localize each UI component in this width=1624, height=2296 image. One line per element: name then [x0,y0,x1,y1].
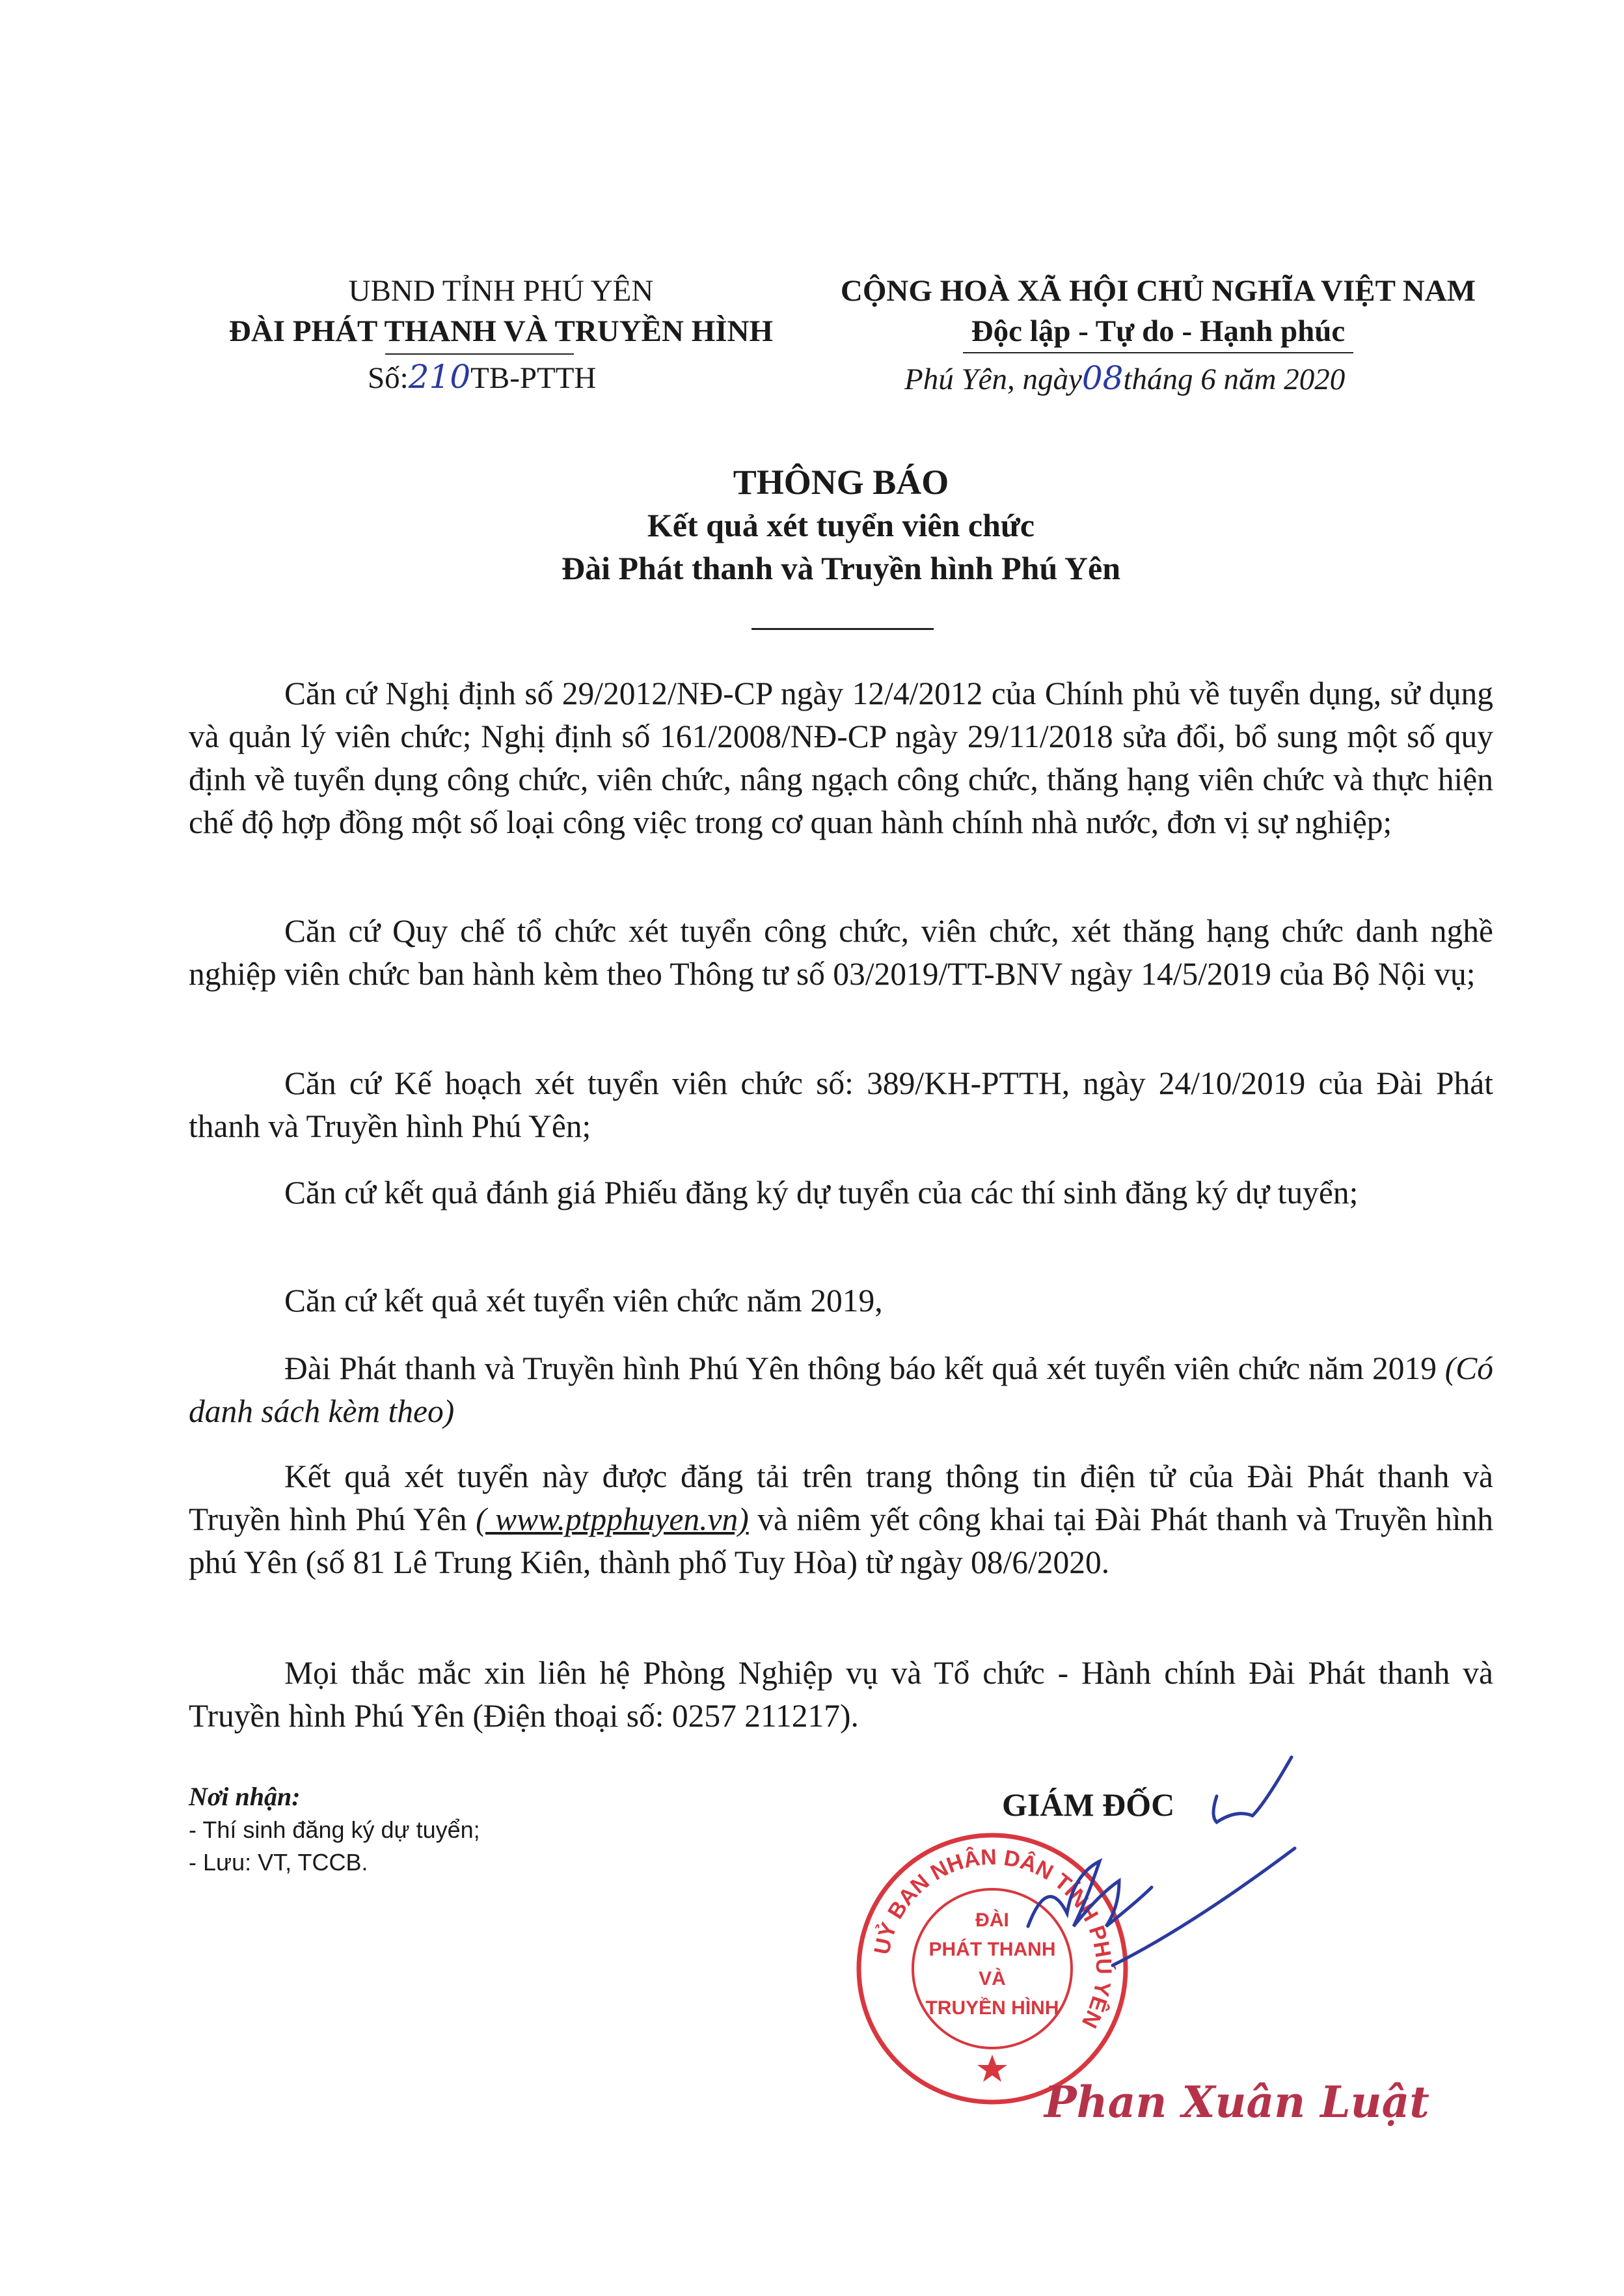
number-handwritten: 210 [408,358,471,396]
document-number [368,357,596,398]
publication-text-2: và niêm yết công khai tại Đài Phát thanh và Truyền hình phú Yên (số 81 Lê Trung Kiên, thành phố Tuy Hòa) từ ngày 08/6/2020. [189,1501,1493,1580]
issue-date [904,358,1345,400]
announcement-text: Đài Phát thanh và Truyền hình Phú Yên thông báo kết quả xét tuyển viên chức năm 2019 [284,1350,1437,1386]
recipient-item: - Lưu: VT, TCCB. [189,1849,368,1876]
title-subject-line-2: Đài Phát thanh và Truyền hình Phú Yên [561,550,1121,586]
paragraph-announcement [189,1347,1493,1433]
paragraph-legal-basis-4: Căn cứ kết quả đánh giá Phiếu đăng ký dự tuyển của các thí sinh đăng ký dự tuyển; [284,1175,1359,1210]
paragraph-legal-basis-2: Căn cứ Quy chế tổ chức xét tuyển công chức, viên chức, xét thăng hạng chức danh nghề nghiệp viên chức ban hành kèm theo Thông tư số 03/2019/TT-BNV ngày 14/5/2019 của Bộ Nội vụ; [189,913,1493,992]
paragraph-legal-basis-5: Căn cứ kết quả xét tuyển viên chức năm 2019, [284,1283,883,1319]
paragraph-legal-basis-1: Căn cứ Nghị định số 29/2012/NĐ-CP ngày 12/4/2012 của Chính phủ về tuyển dụng, sử dụng và quản lý viên chức; Nghị định số 161/2008/NĐ-CP ngày 29/11/2018 sửa đổi, bổ sung một số quy định về tuyển dụng công chức, viên chức, nâng ngạch công chức, thăng hạng viên chức và thực hiện chế độ hợp đồng một số loại công việc trong cơ quan hành chính nhà nước, đơn vị sự nghiệp; [189,676,1493,840]
announcement-note: (Có danh sách kèm theo) [189,1350,1493,1429]
number-prefix: Số: [368,361,409,395]
header-right-rule [963,352,1353,353]
date-suffix: tháng 6 năm 2020 [1123,362,1346,396]
seal-star-icon [977,2055,1007,2082]
title-rule [751,628,934,630]
paragraph-contact: Mọi thắc mắc xin liên hệ Phòng Nghiệp vụ và Tổ chức - Hành chính Đài Phát thanh và Truyền hình Phú Yên (Điện thoại số: 0257 211217). [189,1655,1493,1734]
date-day-handwritten: 08 [1081,359,1124,397]
title-subject-line-1: Kết quả xét tuyển viên chức [647,507,1035,543]
seal-center-line: PHÁT THANH [928,1939,1056,1960]
motto: Độc lập - Tự do - Hạnh phúc [971,314,1346,348]
paragraph-publication [189,1455,1493,1584]
website-link[interactable]: ( www.ptpphuyen.vn) [476,1501,749,1537]
header-left [195,271,807,351]
agency-name: UBND TỈNH PHÚ YÊN [348,274,654,308]
recipient-item: - Thí sinh đăng ký dự tuyển; [189,1816,480,1843]
seal-center-line: ĐÀI [975,1909,1009,1931]
document-title: THÔNG BÁO [733,463,949,502]
signer-position: GIÁM ĐỐC [1002,1786,1175,1823]
title-block [189,461,1493,590]
seal-center-line: TRUYỀN HÌNH [925,1997,1059,2019]
paragraph-legal-basis-3: Căn cứ Kế hoạch xét tuyển viên chức số: 389/KH-PTTH, ngày 24/10/2019 của Đài Phát thanh và Truyền hình Phú Yên; [189,1065,1493,1144]
handwritten-signature [1015,1751,1321,2011]
header-left-rule [385,353,574,355]
recipients-heading: Nơi nhận: [189,1782,301,1811]
country-name: CỘNG HOÀ XÃ HỘI CHỦ NGHĨA VIỆT NAM [840,274,1476,308]
header-right [817,271,1500,351]
organization-name: ĐÀI PHÁT THANH VÀ TRUYỀN HÌNH [228,314,774,348]
publication-text: Kết quả xét tuyển này được đăng tải trên trang thông tin điện tử của Đài Phát thanh và Truyền hình Phú Yên [189,1458,1493,1537]
seal-ring-text: UỶ BAN NHÂN DÂN TỈNH PHÚ YÊN [869,1844,1116,2032]
date-prefix: Phú Yên, ngày [904,362,1082,396]
seal-center-line: VÀ [979,1968,1006,1989]
number-suffix: TB-PTTH [470,361,597,395]
signer-name: Phan Xuân Luật [1044,2077,1429,2127]
recipients-block [189,1780,480,1879]
